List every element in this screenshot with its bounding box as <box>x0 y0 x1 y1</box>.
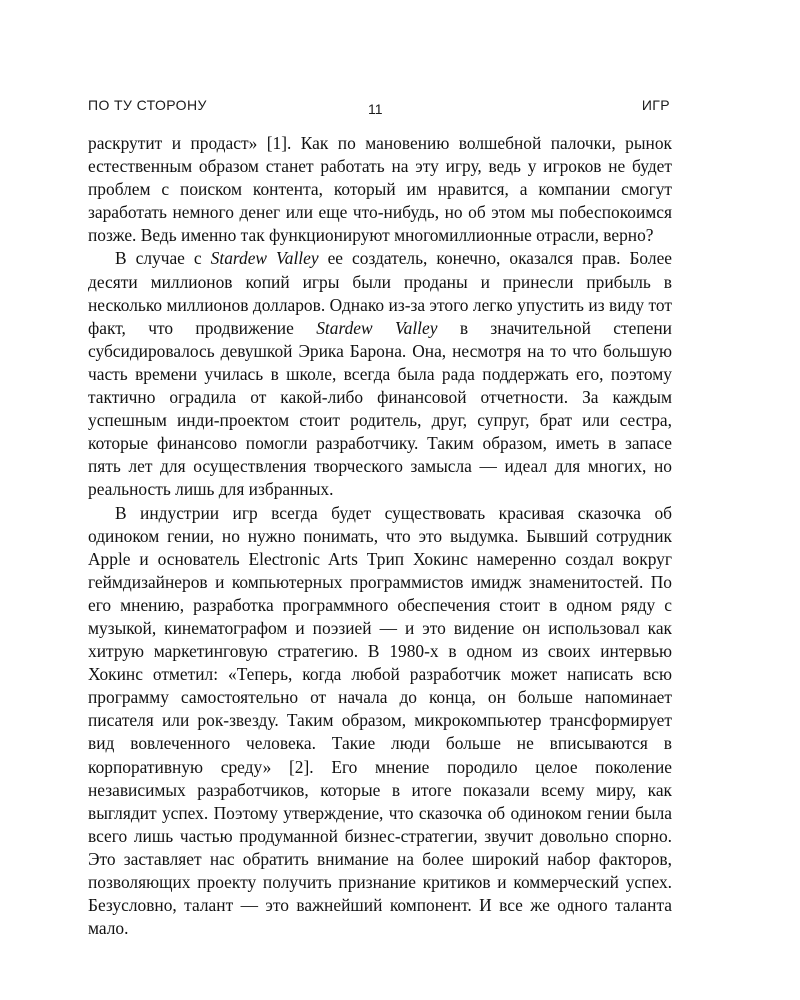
running-head-left: ПО ТУ СТОРОНУ <box>88 97 207 113</box>
game-title-stardew-valley: Stardew Valley <box>210 248 319 269</box>
running-head-right: ИГР <box>641 97 670 113</box>
body-text <box>88 132 672 940</box>
paragraph-2 <box>88 247 672 501</box>
paragraph-1: раскрутит и продаст» [1]. Как по мановению волшебной палочки, рынок естественным образом станет работать на эту игру, ведь у игроков не будет проблем с поиском контента, который им нравится, а компании смогут заработать немного денег или еще что-нибудь, но об этом мы побеспокоимся позже. Ведь именно так функционируют многомиллионные отрасли, верно? <box>88 133 672 246</box>
game-title-stardew-valley-2: Stardew Valley <box>316 317 438 338</box>
paragraph-2-text-a: В случае с <box>115 248 211 269</box>
paragraph-2-text-b: ее создатель, конечно, оказался прав. Более десяти миллионов копий игры были проданы и принесли прибыль в несколько миллионов долларов. Однако из-за этого легко упустить из виду тот факт, что продвижение <box>88 248 673 338</box>
page-number: 11 <box>368 101 383 117</box>
paragraph-2-text-c: в значительной степени субсидировалось девушкой Эрика Барона. Она, несмотря на то что большую часть времени училась в школе, всегда была рада поддержать его, поэтому тактично оградила от какой-либо финансовой отчетности. За каждым успешным инди-проектом стоит родитель, друг, супруг, брат или сестра, которые финансово помогли разработчику. Таким образом, иметь в запасе пять лет для осуществления творческого замысла — идеал для многих, но реальность лишь для избранных. <box>88 317 672 500</box>
paragraph-3: В индустрии игр всегда будет существовать красивая сказочка об одиноком гении, но нужно понимать, что это выдумка. Бывший сотрудник Apple и основатель Electronic Arts Трип Хокинс намеренно создал вокруг геймдизайнеров и компьютерных программистов имидж знаменитостей. По его мнению, разработка программного обеспечения стоит в одном ряду с музыкой, кинематографом и поэзией — и это видение он использовал как хитрую маркетинговую стратегию. В 1980-х в одном из своих интервью Хокинс отметил: «Теперь, когда любой разработчик может написать всю программу самостоятельно от начала до конца, он больше напоминает писателя или рок-звезду. Таким образом, микрокомпьютер трансформирует вид вовлеченного человека. Такие люди больше не вписываются в корпоративную среду» [2]. Его мнение породило целое поколение независимых разработчиков, которые в итоге показали всему миру, как выглядит успех. Поэтому утверждение, что сказочка об одиноком гении была всего лишь частью продуманной бизнес-стратегии, звучит довольно спорно. Это заставляет нас обратить внимание на более широкий набор факторов, позволяющих проекту получить признание критиков и коммерческий успех. Безусловно, талант — это важнейший компонент. И все же одного таланта мало. <box>88 502 672 939</box>
